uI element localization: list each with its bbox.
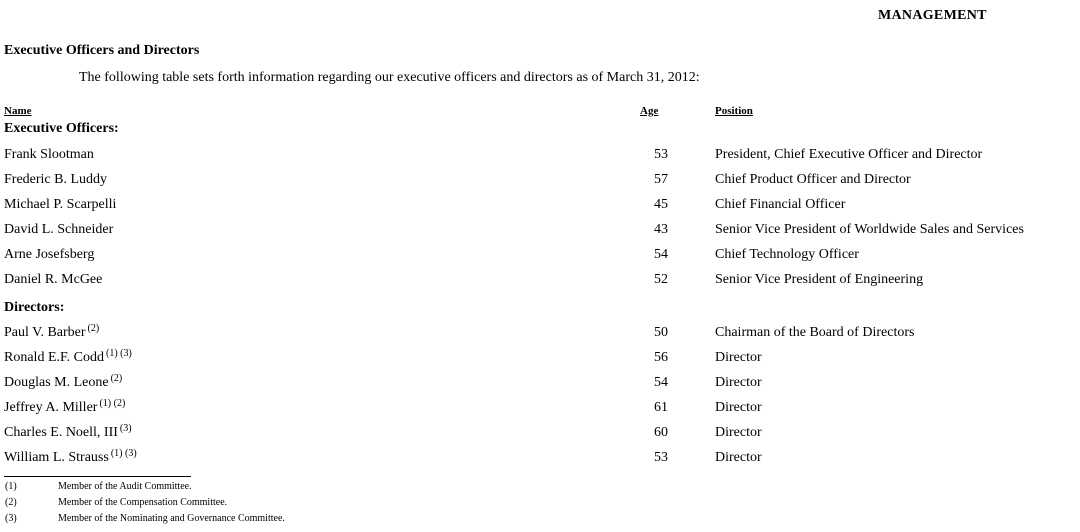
director-name: Ronald E.F. Codd $^{(1) (3)}$ <box>4 348 132 365</box>
director-age: 56 <box>654 350 668 365</box>
officer-age: 53 <box>654 147 668 162</box>
footnote-mark: (2) <box>5 497 17 508</box>
page-title: MANAGEMENT <box>878 8 987 23</box>
column-header-position: Position <box>715 105 753 117</box>
officer-age: 45 <box>654 197 668 212</box>
officer-name: Frederic B. Luddy <box>4 172 108 187</box>
director-position: Director <box>715 425 762 440</box>
officer-age: 43 <box>654 222 668 237</box>
officer-position: President, Chief Executive Officer and Director <box>715 147 983 162</box>
officer-name: Michael P. Scarpelli <box>4 197 117 212</box>
footnote <box>0 513 600 527</box>
director-name: William L. Strauss $^{(1) (3)}$ <box>4 448 137 465</box>
director-name: Paul V. Barber $^{(2)}$ <box>4 323 100 340</box>
intro-paragraph: The following table sets forth information regarding our executive officers and directors as of March 31, 2012: <box>79 70 700 85</box>
footnote-ref: (2) <box>110 373 123 384</box>
footnote-ref: (2) <box>87 323 100 334</box>
table-row <box>0 272 1080 292</box>
director-position: Chairman of the Board of Directors <box>715 325 915 340</box>
footnote-ref: (1) (3) <box>106 348 132 359</box>
directors-heading: Directors: <box>4 300 65 315</box>
director-position: Director <box>715 350 762 365</box>
director-age: 54 <box>654 375 668 390</box>
footnote-text: Member of the Audit Committee. <box>58 481 192 492</box>
director-name: Charles E. Noell, III $^{(3)}$ <box>4 423 132 440</box>
column-header-age: Age <box>640 105 659 117</box>
column-header-name: Name <box>4 105 32 117</box>
table-row <box>0 425 1080 445</box>
officer-age: 54 <box>654 247 668 262</box>
director-age: 61 <box>654 400 668 415</box>
officer-position: Senior Vice President of Worldwide Sales and Services <box>715 222 1024 237</box>
executive-officers-heading: Executive Officers: <box>4 121 119 136</box>
officer-name: Daniel R. McGee <box>4 272 103 287</box>
footnote-mark: (3) <box>5 513 17 524</box>
director-name: Jeffrey A. Miller $^{(1) (2)}$ <box>4 398 126 415</box>
director-age: 50 <box>654 325 668 340</box>
footnote-ref: (3) <box>119 423 132 434</box>
footnote-mark: (1) <box>5 481 17 492</box>
officer-name: Arne Josefsberg <box>4 247 95 262</box>
footnote <box>0 481 600 495</box>
officer-position: Chief Product Officer and Director <box>715 172 911 187</box>
table-row <box>0 375 1080 395</box>
officer-age: 52 <box>654 272 668 287</box>
director-position: Director <box>715 375 762 390</box>
footnote-ref: (1) (2) <box>99 398 126 409</box>
footnote-divider <box>4 476 191 477</box>
officer-position: Chief Financial Officer <box>715 197 846 212</box>
table-row <box>0 400 1080 420</box>
table-row <box>0 172 1080 192</box>
footnote-ref: (1) (3) <box>110 448 137 459</box>
officer-name: David L. Schneider <box>4 222 114 237</box>
table-row <box>0 247 1080 267</box>
table-row <box>0 147 1080 167</box>
director-position: Director <box>715 400 762 415</box>
table-row <box>0 197 1080 217</box>
officer-position: Senior Vice President of Engineering <box>715 272 924 287</box>
footnote <box>0 497 600 511</box>
director-position: Director <box>715 450 762 465</box>
officer-position: Chief Technology Officer <box>715 247 859 262</box>
director-age: 60 <box>654 425 668 440</box>
section-heading: Executive Officers and Directors <box>4 43 200 58</box>
footnote-text: Member of the Nominating and Governance Committee. <box>58 513 285 524</box>
table-row <box>0 450 1080 470</box>
footnote-text: Member of the Compensation Committee. <box>58 497 228 508</box>
director-name: Douglas M. Leone $^{(2)}$ <box>4 373 123 390</box>
officer-age: 57 <box>654 172 668 187</box>
officer-name: Frank Slootman <box>4 147 94 162</box>
table-row <box>0 350 1080 370</box>
director-age: 53 <box>654 450 668 465</box>
table-row <box>0 222 1080 242</box>
table-row <box>0 325 1080 345</box>
